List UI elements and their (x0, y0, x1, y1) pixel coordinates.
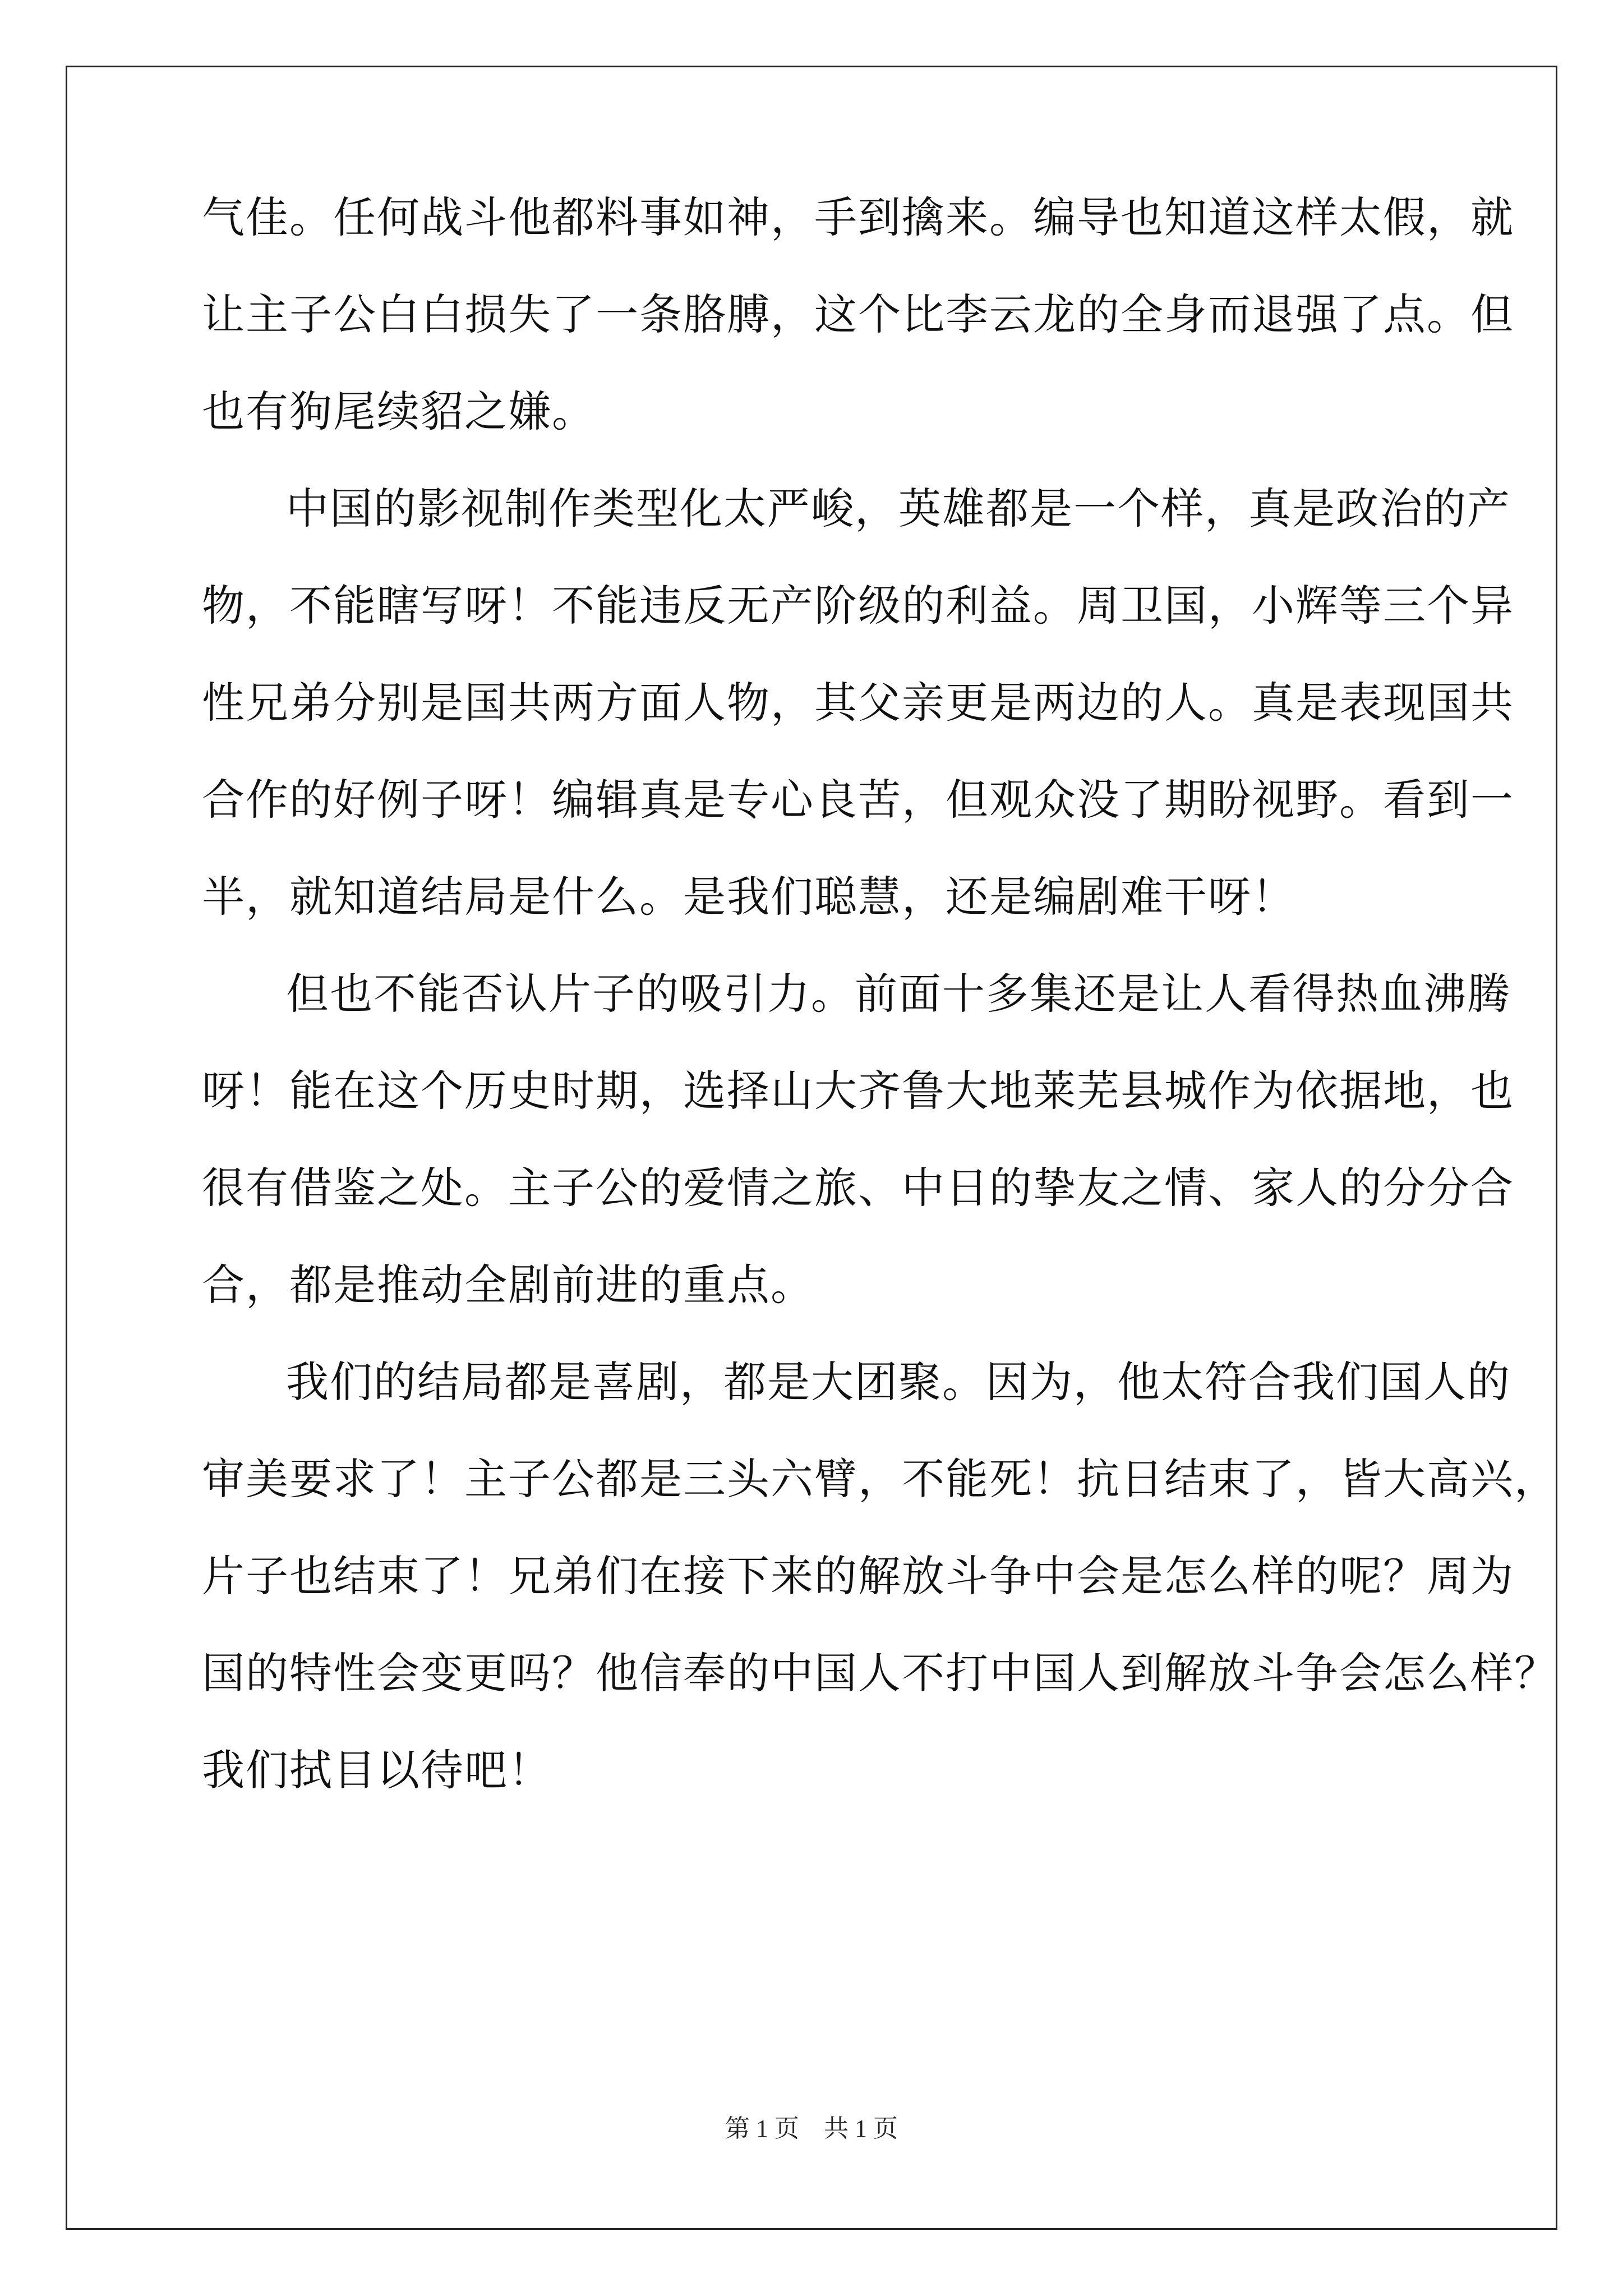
page-number-footer: 第 1 页 共 1 页 (725, 2115, 898, 2142)
text-line: 半，就知道结局是什么。是我们聪慧，还是编剧难干呀！ (202, 872, 1295, 922)
text-line: 审美要求了！主子公都是三头六臂，不能死！抗日结束了，皆大高兴， (202, 1454, 1558, 1504)
text-line: 物，不能瞎写呀！不能违反无产阶级的利益。周卫国，小辉等三个异 (202, 581, 1514, 631)
text-line: 也有狗尾续貂之嫌。 (202, 386, 596, 436)
text-line: 呀！能在这个历史时期，选择山大齐鲁大地莱芜县城作为依据地，也 (202, 1066, 1514, 1116)
text-line: 气佳。任何战斗他都料事如神，手到擒来。编导也知道这样太假，就 (202, 192, 1514, 242)
text-line: 很有借鉴之处。主子公的爱情之旅、中日的挚友之情、家人的分分合 (202, 1163, 1514, 1213)
text-line: 国的特性会变更吗？他信奉的中国人不打中国人到解放斗争会怎么样？ (202, 1648, 1558, 1698)
text-line: 合作的好例子呀！编辑真是专心良苦，但观众没了期盼视野。看到一 (202, 775, 1514, 825)
text-line: 中国的影视制作类型化太严峻，英雄都是一个样，真是政治的产 (286, 484, 1511, 533)
text-line: 片子也结束了！兄弟们在接下来的解放斗争中会是怎么样的呢？周为 (202, 1551, 1514, 1601)
text-line: 合，都是推动全剧前进的重点。 (202, 1260, 814, 1310)
text-line: 但也不能否认片子的吸引力。前面十多集还是让人看得热血沸腾 (286, 969, 1511, 1019)
text-line: 我们拭目以待吧！ (202, 1745, 552, 1795)
text-line: 我们的结局都是喜剧，都是大团聚。因为，他太符合我们国人的 (286, 1357, 1511, 1407)
text-line: 让主子公白白损失了一条胳膊，这个比李云龙的全身而退强了点。但 (202, 289, 1514, 339)
text-line: 性兄弟分别是国共两方面人物，其父亲更是两边的人。真是表现国共 (202, 678, 1514, 728)
